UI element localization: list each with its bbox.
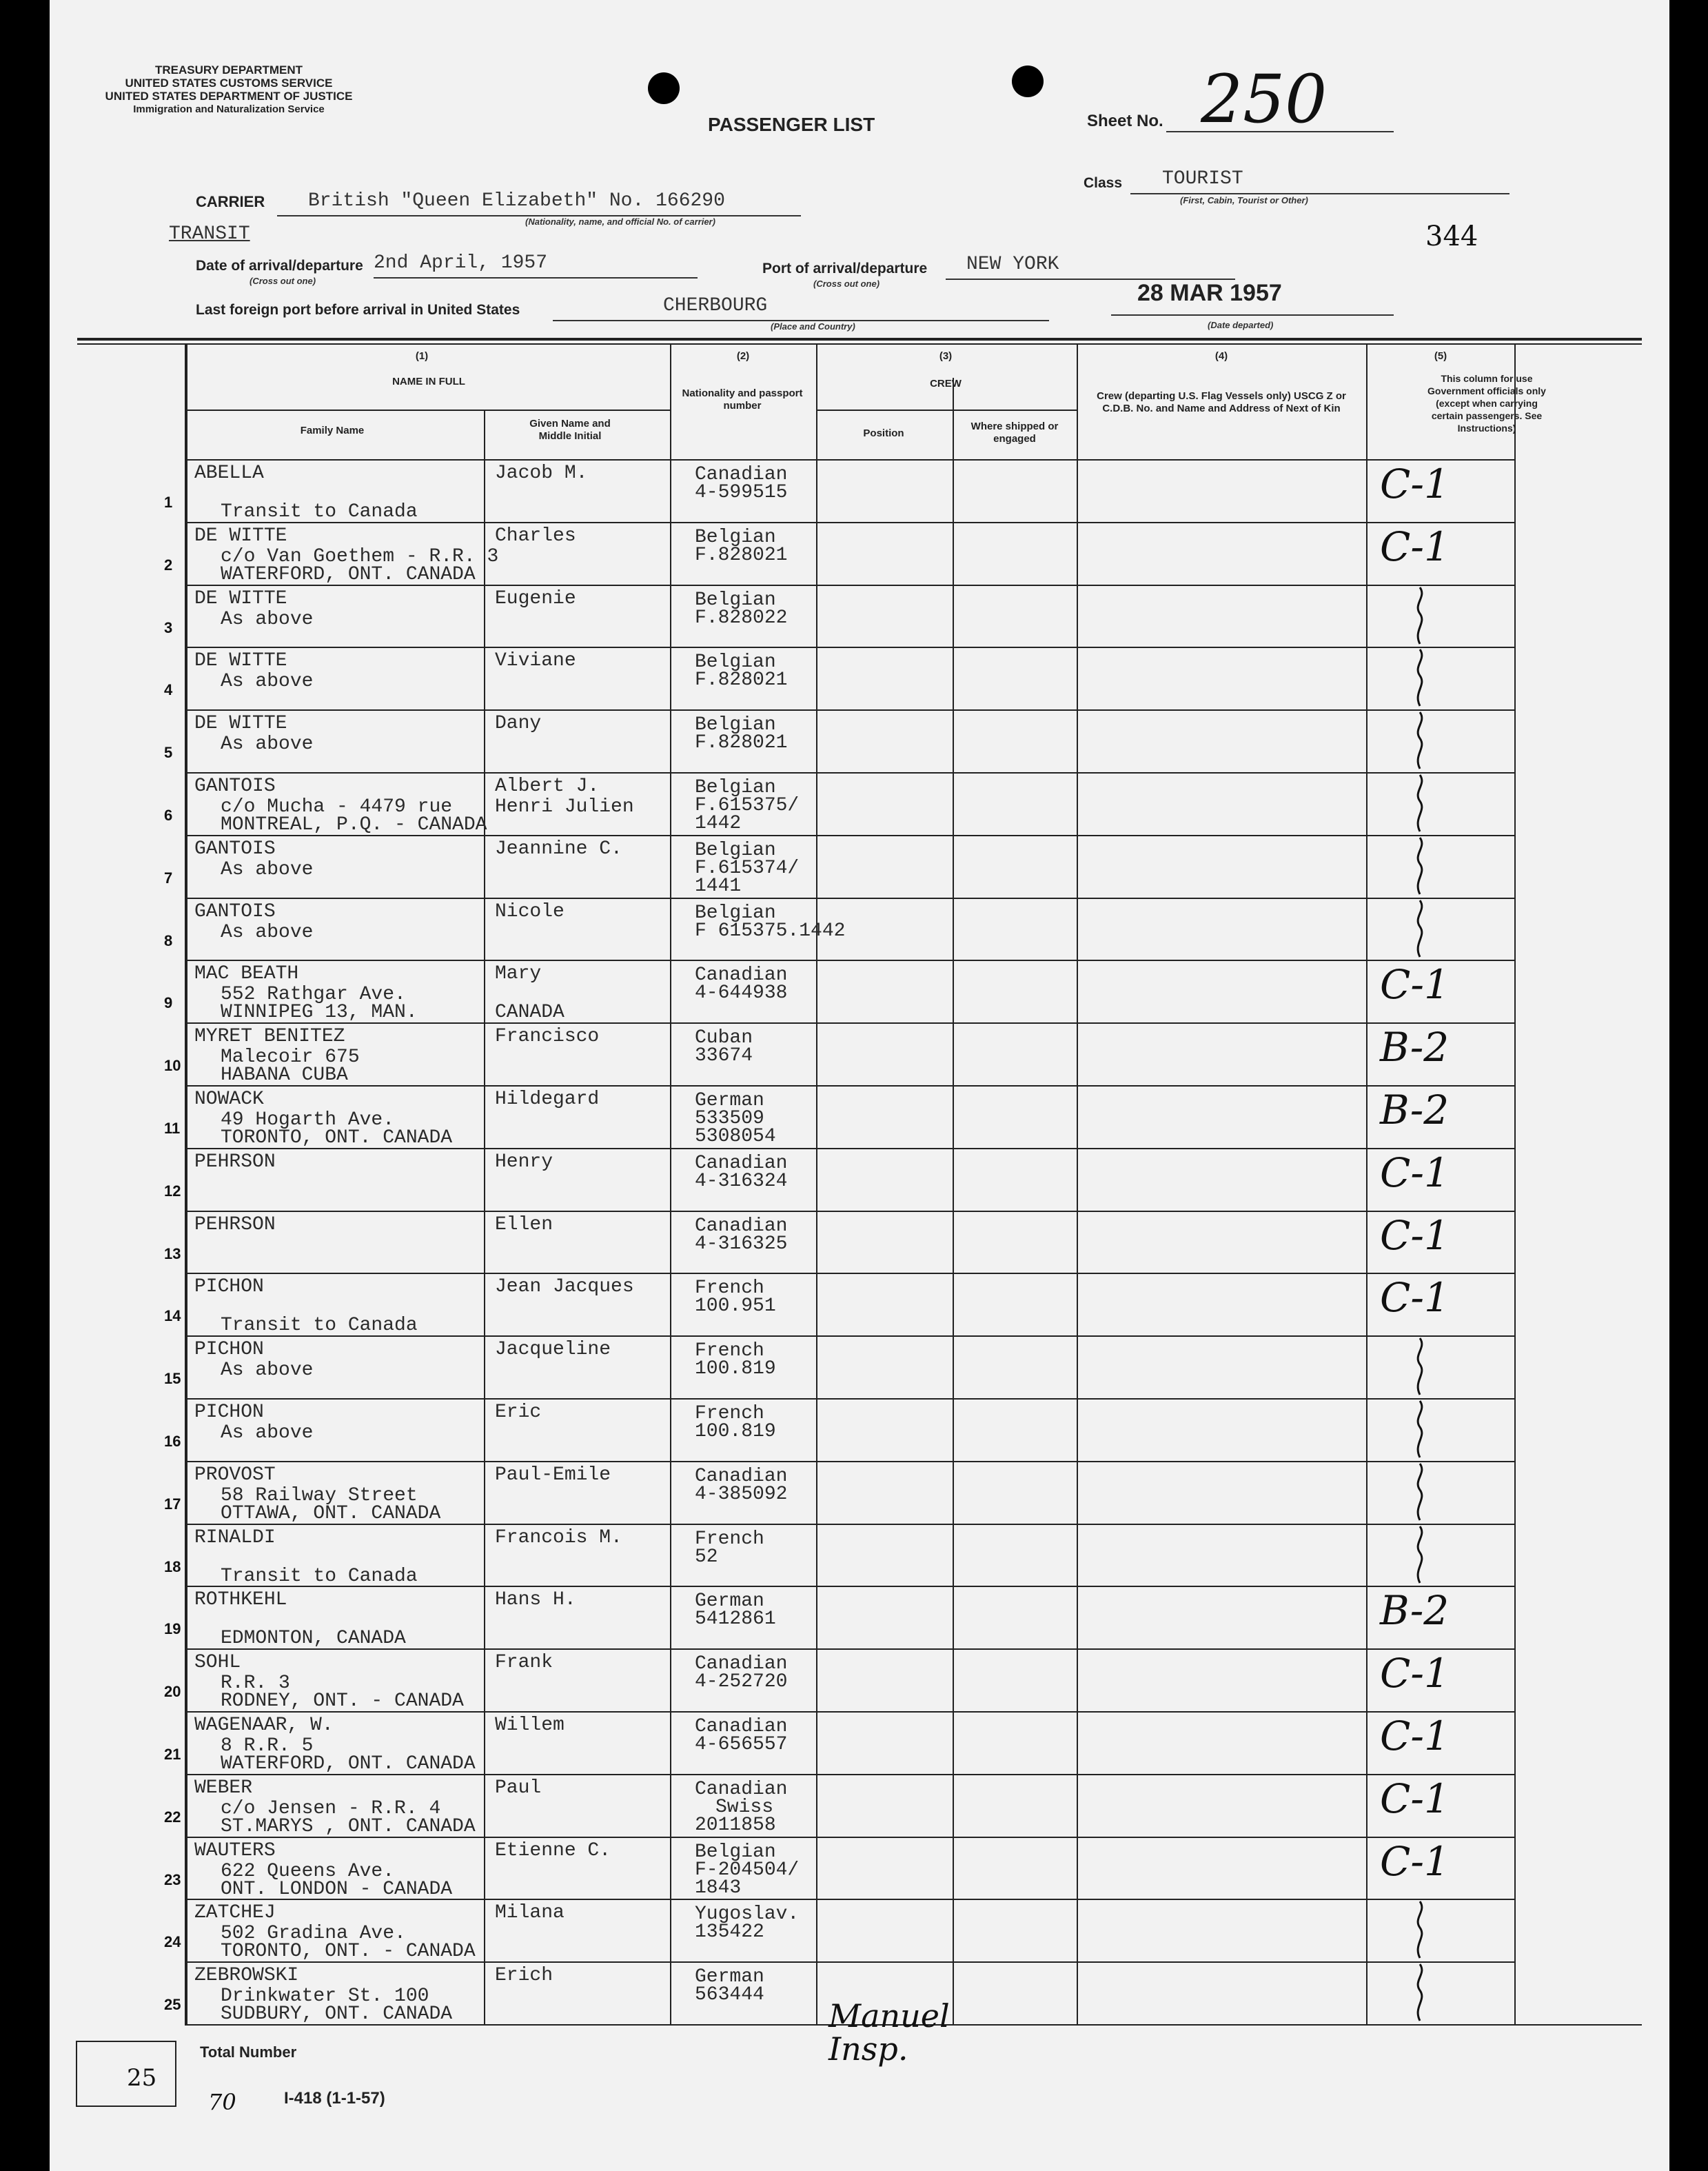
nationality: Belgian: [695, 777, 776, 798]
ditto-squiggle-icon: [1406, 647, 1434, 709]
nationality: German: [695, 1591, 764, 1613]
address-line: ST.MARYS , ONT. CANADA: [221, 1815, 476, 1837]
nationality: French: [695, 1278, 764, 1300]
given-name: Dany: [495, 713, 542, 735]
table-row: [50, 1085, 1669, 1148]
official-mark: C-1: [1380, 1713, 1450, 1759]
ditto-squiggle-icon: [1406, 709, 1434, 772]
nationality-corrected: Swiss: [715, 1796, 774, 1818]
row-number: 17: [164, 1495, 181, 1513]
passport-number: 1843: [695, 1877, 742, 1899]
family-name: DE WITTE: [194, 587, 287, 609]
family-name: PICHON: [194, 1276, 264, 1298]
ditto-squiggle-icon: [1406, 1398, 1434, 1461]
col5-num: (5): [1434, 350, 1447, 362]
row-number: 1: [164, 494, 173, 511]
given-name: Jeannine C.: [495, 838, 622, 860]
carrier-label: CARRIER: [196, 193, 265, 210]
row-number: 23: [164, 1870, 181, 1888]
table-row: [50, 1148, 1669, 1211]
given-name: Charles: [495, 525, 576, 547]
col1-num: (1): [415, 350, 429, 362]
given-name: Albert J. Henri Julien: [495, 776, 634, 818]
ditto-squiggle-icon: [1406, 898, 1434, 960]
official-mark: C-1: [1380, 961, 1450, 1009]
row-number: 5: [164, 744, 173, 762]
row-number: 10: [164, 1057, 181, 1075]
address-line: WATERFORD, ONT. CANADA: [221, 563, 476, 585]
given-name: Francois M.: [495, 1526, 622, 1548]
port-label: Port of arrival/departure: [762, 261, 928, 276]
form-code: I-418 (1-1-57): [284, 2089, 385, 2108]
row-number: 16: [164, 1433, 181, 1450]
official-mark: C-1: [1380, 523, 1450, 570]
given-name: Ellen: [495, 1213, 553, 1235]
table-row: [50, 1273, 1669, 1335]
row-number: 19: [164, 1620, 181, 1638]
given-name-extra: CANADA: [495, 1002, 565, 1024]
total-label: Total Number: [200, 2043, 297, 2061]
family-name: WAUTERS: [194, 1839, 276, 1861]
given-name: Milana: [495, 1902, 565, 1924]
address-line: WINNIPEG 13, MAN.: [221, 1002, 418, 1024]
passenger-list-document: [50, 0, 1669, 2171]
row-number: 12: [164, 1182, 181, 1200]
table-row: [50, 1022, 1669, 1085]
total-value: 25: [127, 2064, 157, 2092]
passport-number: 33674: [695, 1045, 753, 1067]
class-label: Class: [1084, 175, 1123, 191]
address-line: 58 Railway Street: [221, 1484, 418, 1506]
col1-given-header: Given Name and Middle Initial: [529, 418, 611, 442]
address-line: c/o Van Goethem - R.R. 3: [221, 545, 499, 567]
row-number: 22: [164, 1808, 181, 1826]
ditto-squiggle-icon: [1406, 835, 1434, 898]
table-row: [50, 1211, 1669, 1273]
agency-line-4: Immigration and Naturalization Service: [133, 103, 325, 115]
port-value: NEW YORK: [966, 254, 1059, 275]
table-row: [50, 1461, 1669, 1524]
row-number: 14: [164, 1307, 181, 1325]
nationality: Belgian: [695, 902, 776, 924]
nationality: French: [695, 1340, 764, 1362]
passport-number: 533509: [695, 1108, 764, 1129]
address-line: MONTREAL, P.Q. - CANADA: [221, 814, 487, 836]
address-line: Transit to Canada: [221, 1315, 418, 1337]
official-mark: B-2: [1380, 1087, 1450, 1133]
ditto-squiggle-icon: [1406, 1461, 1434, 1524]
row-number: 24: [164, 1933, 181, 1951]
address-line: As above: [221, 671, 314, 693]
passport-number: F.828022: [695, 607, 788, 629]
official-mark: C-1: [1380, 1775, 1450, 1822]
address-line: WATERFORD, ONT. CANADA: [221, 1753, 476, 1775]
table-row: [50, 647, 1669, 709]
row-number: 7: [164, 869, 173, 887]
carrier-caption: (Nationality, name, and official No. of carrier): [525, 216, 715, 227]
nationality: Belgian: [695, 839, 776, 861]
passport-number: 2011858: [695, 1814, 776, 1836]
given-name: Eugenie: [495, 587, 576, 609]
passport-number: 4-385092: [695, 1483, 788, 1505]
col5-title: This column for use Government officials only (except when carrying certain passengers. See Instructions): [1427, 373, 1546, 434]
official-mark: B-2: [1380, 1024, 1450, 1071]
nationality: French: [695, 1403, 764, 1424]
row-number: 21: [164, 1746, 181, 1763]
address-line: c/o Jensen - R.R. 4: [221, 1797, 441, 1819]
address-line: SUDBURY, ONT. CANADA: [221, 2003, 453, 2026]
address-line: Transit to Canada: [221, 1565, 418, 1587]
official-mark: C-1: [1380, 1837, 1450, 1885]
row-number: 25: [164, 1996, 181, 2014]
family-name: ROTHKEHL: [194, 1589, 287, 1611]
nationality: Belgian: [695, 589, 776, 611]
class-value: TOURIST: [1162, 168, 1243, 190]
family-name: RINALDI: [194, 1526, 276, 1548]
family-name: DE WITTE: [194, 713, 287, 735]
family-name: PICHON: [194, 1402, 264, 1423]
table-row: [50, 1837, 1669, 1899]
nationality: Canadian: [695, 965, 788, 987]
address-line: Transit to Canada: [221, 501, 418, 523]
given-name: Paul: [495, 1777, 542, 1799]
nationality: Belgian: [695, 526, 776, 548]
ditto-squiggle-icon: [1406, 772, 1434, 835]
col4-title: Crew (departing U.S. Flag Vessels only) USCG Z or C.D.B. No. and Name and Address of Next of Kin: [1097, 390, 1346, 414]
agency-line-3: UNITED STATES DEPARTMENT OF JUSTICE: [105, 90, 353, 103]
ditto-squiggle-icon: [1406, 1961, 1434, 2024]
nationality: German: [695, 1966, 764, 1988]
family-name: NOWACK: [194, 1089, 264, 1110]
address-line: As above: [221, 1360, 314, 1382]
nationality: Belgian: [695, 1841, 776, 1863]
address-line: RODNEY, ONT. - CANADA: [221, 1690, 464, 1713]
col3-num: (3): [939, 350, 953, 362]
col2-title: Nationality and passport number: [682, 387, 803, 412]
given-name: Jacob M.: [495, 463, 588, 484]
table-row: [50, 1335, 1669, 1398]
address-line: As above: [221, 608, 314, 630]
passport-number: 135422: [695, 1921, 764, 1943]
address-line: As above: [221, 734, 314, 756]
passport-number: 52: [695, 1546, 718, 1568]
ditto-squiggle-icon: [1406, 1524, 1434, 1586]
address-line: c/o Mucha - 4479 rue: [221, 796, 453, 818]
stamp-number: 70: [208, 2089, 236, 2115]
given-name: Nicole: [495, 900, 565, 922]
col2-num: (2): [736, 350, 750, 362]
given-name: Willem: [495, 1715, 565, 1736]
passport-number: 1442: [695, 813, 742, 834]
row-number: 15: [164, 1370, 181, 1388]
col3-position-header: Position: [863, 427, 904, 439]
passport-number: F.615374/: [695, 857, 800, 879]
table-row: [50, 1398, 1669, 1461]
family-name: WEBER: [194, 1777, 253, 1799]
sheet-number: 250: [1201, 61, 1328, 138]
given-name: Hans H.: [495, 1589, 576, 1611]
agency-line-2: UNITED STATES CUSTOMS SERVICE: [125, 77, 333, 90]
date-caption: (Cross out one): [250, 276, 316, 286]
table-row: [50, 1774, 1669, 1837]
given-name: Etienne C.: [495, 1839, 611, 1861]
passport-number: 4-644938: [695, 982, 788, 1004]
address-line: 622 Queens Ave.: [221, 1860, 395, 1882]
table-row: [50, 898, 1669, 960]
nationality: Canadian: [695, 1152, 788, 1174]
given-name: Frank: [495, 1652, 553, 1674]
date-departed-caption: (Date departed): [1208, 320, 1274, 330]
family-name: GANTOIS: [194, 838, 276, 860]
passport-number: F.828021: [695, 669, 788, 691]
transit-label: TRANSIT: [169, 223, 250, 245]
address-line: As above: [221, 1422, 314, 1444]
table-row: [50, 709, 1669, 772]
family-name: PROVOST: [194, 1464, 276, 1486]
nationality: Cuban: [695, 1027, 753, 1049]
last-port-value: CHERBOURG: [663, 295, 768, 316]
date-departed-value: 28 MAR 1957: [1137, 280, 1282, 306]
col3-title: CREW: [930, 378, 962, 390]
family-name: ABELLA: [194, 463, 264, 484]
address-line: R.R. 3: [221, 1673, 290, 1695]
passport-number: F.615375/: [695, 795, 800, 816]
table-row: [50, 1524, 1669, 1586]
family-name: SOHL: [194, 1652, 241, 1674]
ditto-squiggle-icon: [1406, 1899, 1434, 1961]
passport-number: 4-316325: [695, 1233, 788, 1255]
inspector-signature: Manuel Insp.: [828, 1997, 950, 2068]
address-line: 502 Gradina Ave.: [221, 1923, 406, 1945]
row-number: 11: [164, 1120, 181, 1137]
form-title: PASSENGER LIST: [708, 114, 875, 135]
row-number: 2: [164, 556, 173, 574]
row-number: 4: [164, 681, 173, 699]
address-line: TORONTO, ONT. - CANADA: [221, 1941, 476, 1963]
family-name: DE WITTE: [194, 525, 287, 547]
given-name: Viviane: [495, 650, 576, 672]
family-name: MAC BEATH: [194, 963, 299, 985]
family-name: ZEBROWSKI: [194, 1965, 299, 1987]
nationality: Belgian: [695, 652, 776, 674]
family-name: GANTOIS: [194, 900, 276, 922]
official-mark: B-2: [1380, 1587, 1450, 1635]
passport-number: F 615375.1442: [695, 920, 846, 942]
given-name: Paul-Emile: [495, 1464, 611, 1486]
table-row: [50, 459, 1669, 522]
passport-number: 5308054: [695, 1126, 776, 1147]
passport-number: 4-316324: [695, 1170, 788, 1192]
table-row: [50, 522, 1669, 585]
row-number: 3: [164, 618, 173, 636]
row-number: 20: [164, 1683, 181, 1701]
family-name: PEHRSON: [194, 1213, 276, 1235]
passport-number: 100.819: [695, 1421, 776, 1442]
address-line: Drinkwater St. 100: [221, 1986, 429, 2008]
address-line: As above: [221, 858, 314, 880]
given-name: Francisco: [495, 1026, 600, 1048]
address-line: TORONTO, ONT. CANADA: [221, 1127, 453, 1149]
address-line: Malecoir 675: [221, 1047, 360, 1069]
address-line: HABANA CUBA: [221, 1064, 348, 1087]
passport-number: F.828021: [695, 544, 788, 566]
given-name: Mary: [495, 963, 542, 985]
passport-number: 100.951: [695, 1295, 776, 1317]
table-row: [50, 960, 1669, 1022]
col4-num: (4): [1214, 350, 1228, 362]
official-mark: C-1: [1380, 1274, 1450, 1322]
last-port-caption: (Place and Country): [771, 321, 855, 332]
passport-number: 563444: [695, 1984, 764, 2006]
ditto-squiggle-icon: [1406, 1335, 1434, 1398]
passport-number: 4-656557: [695, 1734, 788, 1755]
date-value: 2nd April, 1957: [374, 252, 548, 274]
row-number: 8: [164, 931, 173, 949]
nationality: Belgian: [695, 714, 776, 736]
nationality: Canadian: [695, 1465, 788, 1487]
table-row: [50, 835, 1669, 898]
family-name: WAGENAAR, W.: [194, 1715, 334, 1736]
class-caption: (First, Cabin, Tourist or Other): [1180, 195, 1308, 205]
family-name: ZATCHEJ: [194, 1902, 276, 1924]
family-name: PEHRSON: [194, 1151, 276, 1173]
given-name: Eric: [495, 1402, 542, 1423]
passport-number: 1441: [695, 875, 742, 897]
side-number: 344: [1425, 221, 1478, 252]
address-line: 49 Hogarth Ave.: [221, 1109, 395, 1131]
address-line: OTTAWA, ONT. CANADA: [221, 1502, 441, 1524]
nationality: French: [695, 1528, 764, 1550]
family-name: MYRET BENITEZ: [194, 1026, 345, 1048]
given-name: Henry: [495, 1151, 553, 1173]
nationality: Canadian: [695, 1653, 788, 1675]
ditto-squiggle-icon: [1406, 585, 1434, 647]
last-port-label: Last foreign port before arrival in United States: [196, 302, 520, 318]
passport-number: F.828021: [695, 732, 788, 754]
col1-title: NAME IN FULL: [392, 376, 465, 387]
official-mark: C-1: [1380, 1149, 1450, 1196]
passport-number: 4-252720: [695, 1671, 788, 1693]
address-line: 552 Rathgar Ave.: [221, 984, 406, 1006]
family-name: PICHON: [194, 1339, 264, 1361]
date-label: Date of arrival/departure: [196, 258, 363, 274]
row-number: 18: [164, 1557, 181, 1575]
official-mark: C-1: [1380, 1650, 1450, 1697]
nationality: Yugoslav.: [695, 1904, 800, 1926]
passport-number: F-204504/: [695, 1859, 800, 1881]
total-box: [76, 2041, 176, 2107]
address-line: As above: [221, 921, 314, 943]
given-name: Jean Jacques: [495, 1276, 634, 1298]
given-name: Erich: [495, 1965, 553, 1987]
table-row: [50, 585, 1669, 647]
passport-number: 4-599515: [695, 482, 788, 503]
table-row: [50, 1711, 1669, 1774]
nationality: Canadian: [695, 464, 788, 485]
nationality: Canadian: [695, 1778, 788, 1800]
address-line: EDMONTON, CANADA: [221, 1628, 406, 1650]
table-row: [50, 1586, 1669, 1648]
address-line: 8 R.R. 5: [221, 1735, 314, 1757]
nationality: Canadian: [695, 1215, 788, 1237]
table-row: [50, 1648, 1669, 1711]
col1-family-header: Family Name: [300, 425, 365, 436]
official-mark: C-1: [1380, 1211, 1450, 1259]
row-number: 9: [164, 994, 173, 1012]
agency-line-1: TREASURY DEPARTMENT: [154, 63, 303, 77]
passport-number: 100.819: [695, 1358, 776, 1380]
given-name: Hildegard: [495, 1089, 600, 1110]
given-name: Jacqueline: [495, 1339, 611, 1361]
table-row: [50, 1899, 1669, 1961]
port-caption: (Cross out one): [813, 279, 880, 289]
family-name: DE WITTE: [194, 650, 287, 672]
table-row: [50, 772, 1669, 835]
address-line: ONT. LONDON - CANADA: [221, 1878, 453, 1900]
carrier-value: British "Queen Elizabeth" No. 166290: [308, 190, 725, 212]
passport-number: 5412861: [695, 1608, 776, 1630]
nationality: German: [695, 1090, 764, 1111]
sheet-label: Sheet No.: [1087, 112, 1163, 130]
official-mark: C-1: [1380, 461, 1450, 507]
nationality: Canadian: [695, 1716, 788, 1737]
col3-where-header: Where shipped or engaged: [970, 421, 1059, 445]
row-number: 13: [164, 1244, 181, 1262]
family-name: GANTOIS: [194, 776, 276, 797]
row-number: 6: [164, 807, 173, 824]
